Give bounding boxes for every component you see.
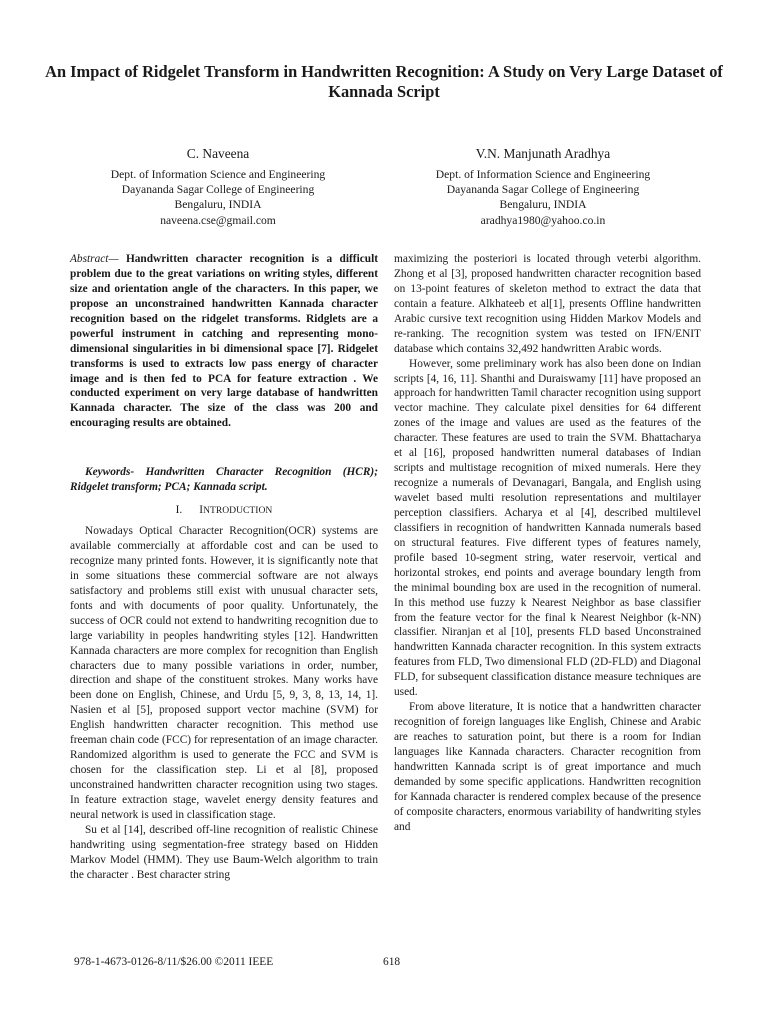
paragraph: Nowadays Optical Character Recognition(OCR) systems are available commercially at affordable cost and can be used to recognize many printed fonts. However, it is significantly note that in some situations these commercial software are not always satisfactory and problems still exist with unusual character sets, fonts and with documents of poor quality. Unfortunately, the success of OCR could not extend to handwriting recognition due to large variability in peoples handwriting styles [12]. Handwritten Kannada characters are more complex for recognition than English characters due to many possible variations in order, number, direction and shape of the constituent strokes. Many works have been done on English, Chinese, and Urdu [5, 9, 3, 8, 13, 14, 1]. Nasien et al [5], proposed support vector machine (SVM) for English handwritten character recognition. This method use freeman chain code (FCC) for representation of an image character. Randomized algorithm is used to generate the FCC and SVM is chosen for the classification step. Li et al [8], proposed unconstrained handwritten character recognition using two stages. In feature extraction stage, wavelet energy density features and neural network is used in classification stage. — [70, 525, 378, 821]
author-college: Dayananda Sagar College of Engineering — [446, 183, 640, 197]
author-name: V.N. Manjunath Aradhya — [475, 146, 611, 161]
author-college: Dayananda Sagar College of Engineering — [121, 183, 315, 197]
author-dept: Dept. of Information Science and Engineering — [110, 168, 326, 181]
section-heading-introduction — [70, 503, 378, 519]
right-column — [394, 252, 701, 835]
paragraph: From above literature, It is notice that a handwritten character recognition of foreign languages like English, Chinese and Arabic are reaches to saturation point, but there is a room for Indian languages like Kannada characters. Character recognition from handwritten Kannada script is of great importance and much demanded by some specific applications. Handwritten recognition for Kannada character is rendered complex because of the presence of composite characters, enormous variability of handwriting styles and — [394, 701, 701, 833]
author-city: Bengaluru, INDIA — [499, 198, 587, 212]
abstract-label: Abstract— — [70, 253, 119, 265]
footer-isbn: 978-1-4673-0126-8/11/$26.00 ©2011 IEEE — [74, 956, 274, 968]
author-block-1 — [68, 146, 368, 228]
author-dept: Dept. of Information Science and Engineering — [435, 168, 651, 181]
author-email: naveena.cse@gmail.com — [160, 213, 276, 227]
author-email: aradhya1980@yahoo.co.in — [480, 213, 606, 227]
paragraph: maximizing the posteriori is located through veterbi algorithm. Zhong et al [3], proposed handwritten character recognition based on 13-point features of skeleton method to extract the data that contain a feature. Alkhateeb et al[1], presents Offline handwritten Arabic cursive text recognition using Hidden Markov Models and re-ranking. The recognition system was tested on IFN/ENIT database which contains 32,492 handwritten Arabic words. — [394, 253, 701, 355]
paragraph: Su et al [14], described off-line recognition of realistic Chinese handwriting using segmentation-free strategy based on Hidden Markov Model (HMM). They use Baum-Welch algorithm to train the character . Best character string — [70, 823, 378, 881]
paper-title: An Impact of Ridgelet Transform in Handwritten Recognition: A Study on Very Large Dataset of Kannada Script — [45, 62, 723, 101]
abstract-text: Handwritten character recognition is a difficult problem due to the great variations on writing styles, different size and orientation angle of the characters. In this paper, we propose an unconstrained handwritten Kannada character recognition based on the ridgelet transforms. Ridglets are a powerful instrument in catching and representing mono-dimensional singularities in bi dimensional space [7]. Ridgelet transforms is used to extracts low pass energy of character image and is then fed to PCA for feature extraction . We conducted experiment on very large database of handwritten Kannada character. The size of the class was 200 and encouraging results are obtained. — [70, 253, 378, 430]
section-title-rest: NTRODUCTION — [203, 505, 273, 517]
author-block-2 — [393, 146, 693, 228]
paragraph: However, some preliminary work has also been done on Indian scripts [4, 16, 11]. Shanthi and Duraiswamy [11] have proposed an approach for handwritten Tamil character recognition using support vector machine. They calculate pixel densities for 64 different zones of the image and values are used as the features of the character. These features are used to train the SVM. Bhattacharya et al [16], proposed handwritten numeral databases of Indian scripts and multistage recognition of mixed numerals. Here they recognize a numerals of Devanagari, Bangala, and English using wavelet based multi resolution representations and multilayer perception classifiers. Acharya et al [4], described multilevel classifiers in recognition of handwritten Kannada numerals based on structural features. Five different types of features namely, profile based 10-segment string, water reservoir, vertical and horizontal strokes, end points and average boundary length from the minimal bounding box are used in the recognition of numeral. In this method use fuzzy k Nearest Neighbor as base classifier from the feature vector for the final k Nearest Neighbor (k-NN) classifier. Niranjan et al [10], presents FLD based Unconstrained handwritten Kannada character recognition. In this system extracts features from FLD, Two dimensional FLD (2D-FLD) and Diagonal FLD, for subsequent classification distance measure techniques are used. — [394, 357, 701, 699]
author-city: Bengaluru, INDIA — [174, 198, 262, 212]
author-name: C. Naveena — [186, 146, 250, 161]
abstract — [70, 252, 378, 431]
section-initial: I — [199, 504, 204, 517]
keywords: Keywords- Handwritten Character Recognition (HCR); Ridgelet transform; PCA; Kannada script. — [70, 466, 378, 494]
left-column — [70, 252, 378, 883]
page-number: 618 — [383, 956, 401, 968]
section-number: I. — [175, 504, 183, 517]
